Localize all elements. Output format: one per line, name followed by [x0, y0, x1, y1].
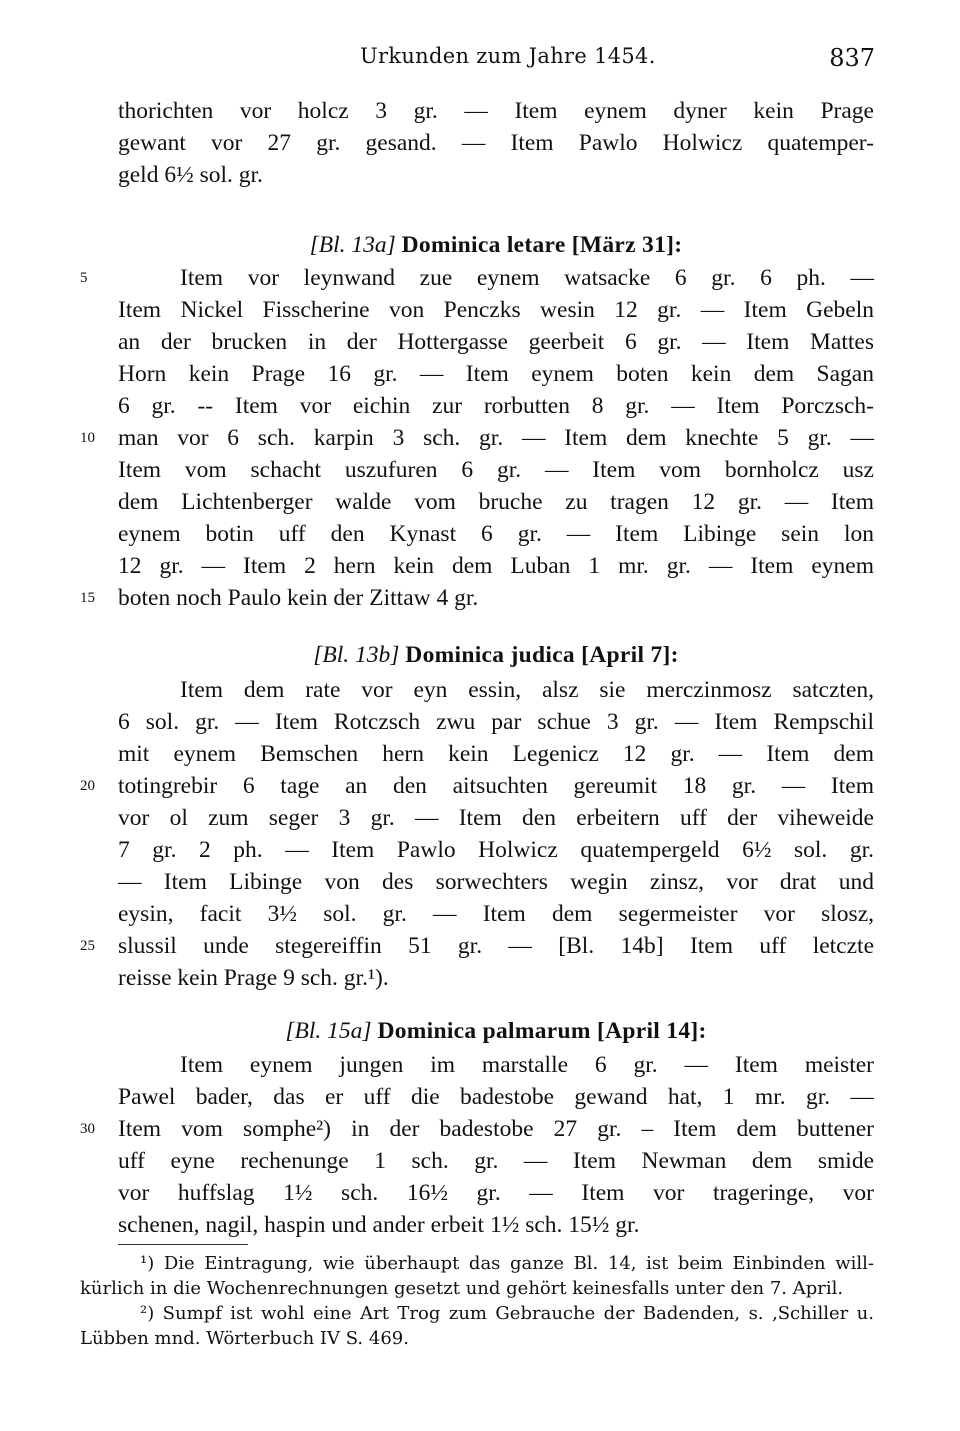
text-line: thorichten vor holcz 3 gr. — Item eynem dyner kein Prage — [118, 98, 874, 124]
footnote-rule — [118, 1244, 248, 1245]
line-number: 15 — [80, 590, 95, 606]
folio-reference: [Bl. 13a] — [309, 232, 396, 258]
text-line: eysin, facit 3½ sol. gr. — Item dem segermeister vor slosz, — [118, 901, 874, 927]
text-line: slussil unde stegereiffin 51 gr. — [Bl. 14b] Item uff letczte — [118, 933, 874, 959]
text-line: 6 sol. gr. — Item Rotczsch zwu par schue 3 gr. — Item Rempschil — [118, 709, 874, 735]
folio-reference: [Bl. 15a] — [285, 1018, 372, 1044]
text-line: Item vom somphe²) in der badestobe 27 gr. – Item dem buttener — [118, 1116, 874, 1142]
text-line: Item Nickel Fisscherine von Penczks wesin 12 gr. — Item Gebeln — [118, 297, 874, 323]
line-number: 20 — [80, 778, 95, 794]
text-line: eynem botin uff den Kynast 6 gr. — Item Libinge sein lon — [118, 521, 874, 547]
folio-reference: [Bl. 13b] — [313, 642, 400, 668]
heading-title: Dominica judica [April 7]: — [405, 642, 679, 668]
text-line: vor ol zum seger 3 gr. — Item den erbeitern uff der viheweide — [118, 805, 874, 831]
text-line: geld 6½ sol. gr. — [118, 162, 263, 188]
text-line: 7 gr. 2 ph. — Item Pawlo Holwicz quatempergeld 6½ sol. gr. — [118, 837, 874, 863]
text-line: reisse kein Prage 9 sch. gr.¹). — [118, 965, 389, 991]
text-line: schenen, nagil, haspin und ander erbeit 1½ sch. 15½ gr. — [118, 1212, 640, 1238]
page-number: 837 — [829, 44, 875, 72]
heading-title: Dominica letare [März 31]: — [401, 232, 683, 258]
text-line: 6 gr. -- Item vor eichin zur rorbutten 8 gr. — Item Porczsch- — [118, 393, 874, 419]
text-line: mit eynem Bemschen hern kein Legenicz 12 gr. — Item dem — [118, 741, 874, 767]
section-heading — [118, 229, 874, 261]
footnote-line: Lübben mnd. Wörterbuch IV S. 469. — [80, 1328, 409, 1349]
footnote-line: ¹) Die Eintragung, wie überhaupt das ganze Bl. 14, ist beim Einbinden will- — [140, 1253, 874, 1274]
line-number: 30 — [80, 1121, 95, 1137]
footnote-line: ²) Sumpf ist wohl eine Art Trog zum Gebrauche der Badenden, s. ‚Schiller u. — [140, 1303, 874, 1324]
heading-title: Dominica palmarum [April 14]: — [377, 1018, 707, 1044]
text-line: Item vom schacht uszufuren 6 gr. — Item vom bornholcz usz — [118, 457, 874, 483]
running-title: Urkunden zum Jahre 1454. — [360, 44, 656, 68]
running-head — [0, 44, 960, 78]
text-line: uff eyne rechenunge 1 sch. gr. — Item Newman dem smide — [118, 1148, 874, 1174]
text-line: Item eynem jungen im marstalle 6 gr. — Item meister — [180, 1052, 874, 1078]
text-line: man vor 6 sch. karpin 3 sch. gr. — Item dem knechte 5 gr. — — [118, 425, 874, 451]
line-number: 25 — [80, 938, 95, 954]
section-heading — [118, 639, 874, 671]
text-line: dem Lichtenberger walde vom bruche zu tragen 12 gr. — Item — [118, 489, 874, 515]
text-line: Item dem rate vor eyn essin, alsz sie merczinmosz satczten, — [180, 677, 874, 703]
text-line: 12 gr. — Item 2 hern kein dem Luban 1 mr. gr. — Item eynem — [118, 553, 874, 579]
line-number: 10 — [80, 430, 95, 446]
text-line: an der brucken in der Hottergasse geerbeit 6 gr. — Item Mattes — [118, 329, 874, 355]
text-line: gewant vor 27 gr. gesand. — Item Pawlo Holwicz quatemper- — [118, 130, 874, 156]
line-number: 5 — [80, 270, 88, 286]
text-line: Horn kein Prage 16 gr. — Item eynem boten kein dem Sagan — [118, 361, 874, 387]
text-line: — Item Libinge von des sorwechters wegin zinsz, vor drat und — [118, 869, 874, 895]
text-line: totingrebir 6 tage an den aitsuchten gereumit 18 gr. — Item — [118, 773, 874, 799]
text-line: Pawel bader, das er uff die badestobe gewand hat, 1 mr. gr. — — [118, 1084, 874, 1110]
text-line: Item vor leynwand zue eynem watsacke 6 gr. 6 ph. — — [180, 265, 874, 291]
section-heading — [118, 1015, 874, 1047]
text-line: vor huffslag 1½ sch. 16½ gr. — Item vor trageringe, vor — [118, 1180, 874, 1206]
footnote-line: kürlich in die Wochenrechnungen gesetzt und gehört keinesfalls unter den 7. April. — [80, 1278, 844, 1299]
text-line: boten noch Paulo kein der Zittaw 4 gr. — [118, 585, 479, 611]
